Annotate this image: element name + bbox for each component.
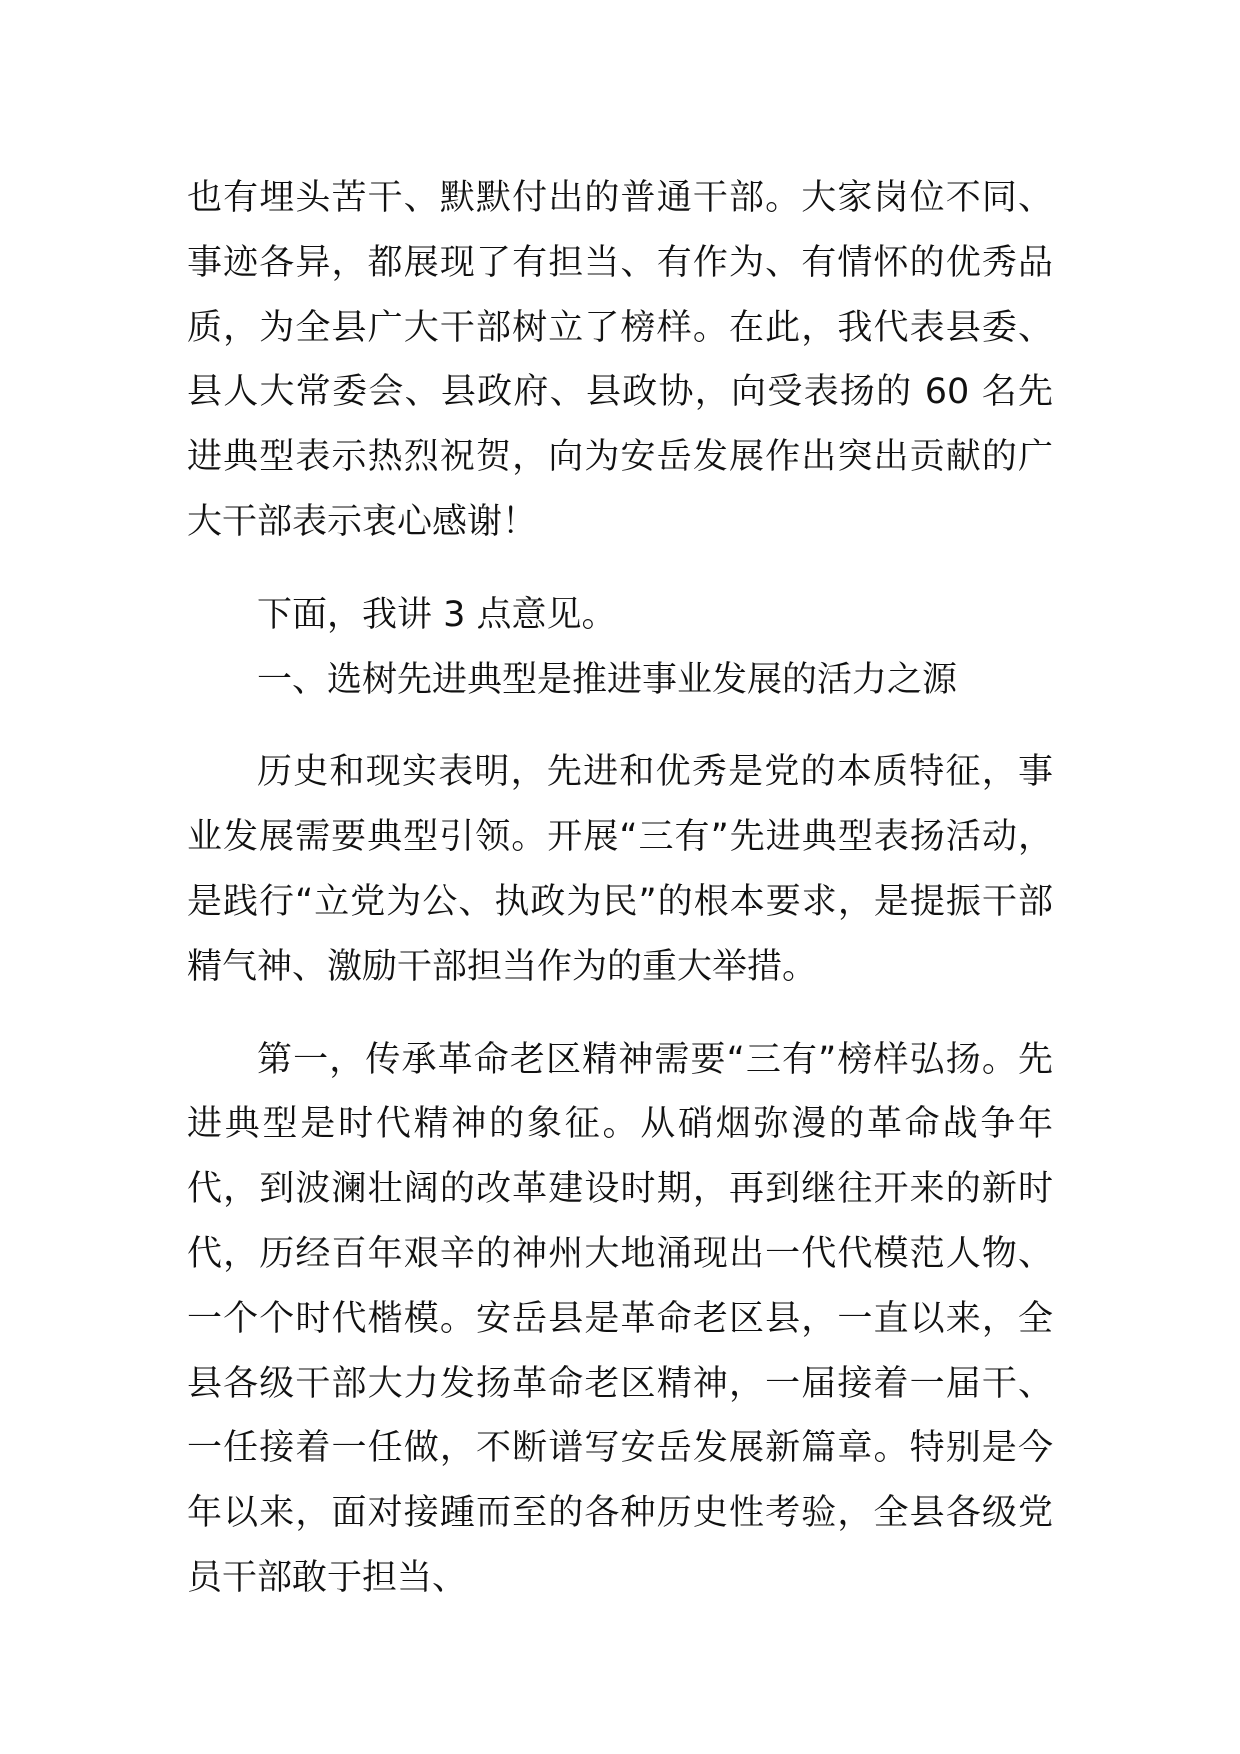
paragraph-intro-opinions: 下面，我讲 3 点意见。: [257, 594, 617, 635]
paragraph-continuation: 也有埋头苦干、默默付出的普通干部。大家岗位不同、事迹各异，都展现了有担当、有作为、有情怀的优秀品质，为全县广大干部树立了榜样。在此，我代表县委、县人大常委会、县政府、县政协，向受表扬的 60 名先进典型表示热烈祝贺，向为安岳发展作出突出贡献的广大干部表示衷心感谢！: [187, 178, 1053, 542]
document-body: [187, 166, 1053, 1611]
paragraph-first-point: 第一，传承革命老区精神需要“三有”榜样弘扬。先进典型是时代精神的象征。从硝烟弥漫的革命战争年代，到波澜壮阔的改革建设时期，再到继往开来的新时代，历经百年艰辛的神州大地涌现出一代代模范人物、一个个时代楷模。安岳县是革命老区县，一直以来，全县各级干部大力发扬革命老区精神，一届接着一届干、一任接着一任做，不断谱写安岳发展新篇章。特别是今年以来，面对接踵而至的各种历史性考验，全县各级党员干部敢于担当、: [187, 1039, 1053, 1598]
paragraph-history-reality: 历史和现实表明，先进和优秀是党的本质特征，事业发展需要典型引领。开展“三有”先进典型表扬活动，是践行“立党为公、执政为民”的根本要求，是提振干部精气神、激励干部担当作为的重大举措。: [187, 752, 1053, 987]
section-heading-1: 一、选树先进典型是推进事业发展的活力之源: [257, 659, 958, 700]
